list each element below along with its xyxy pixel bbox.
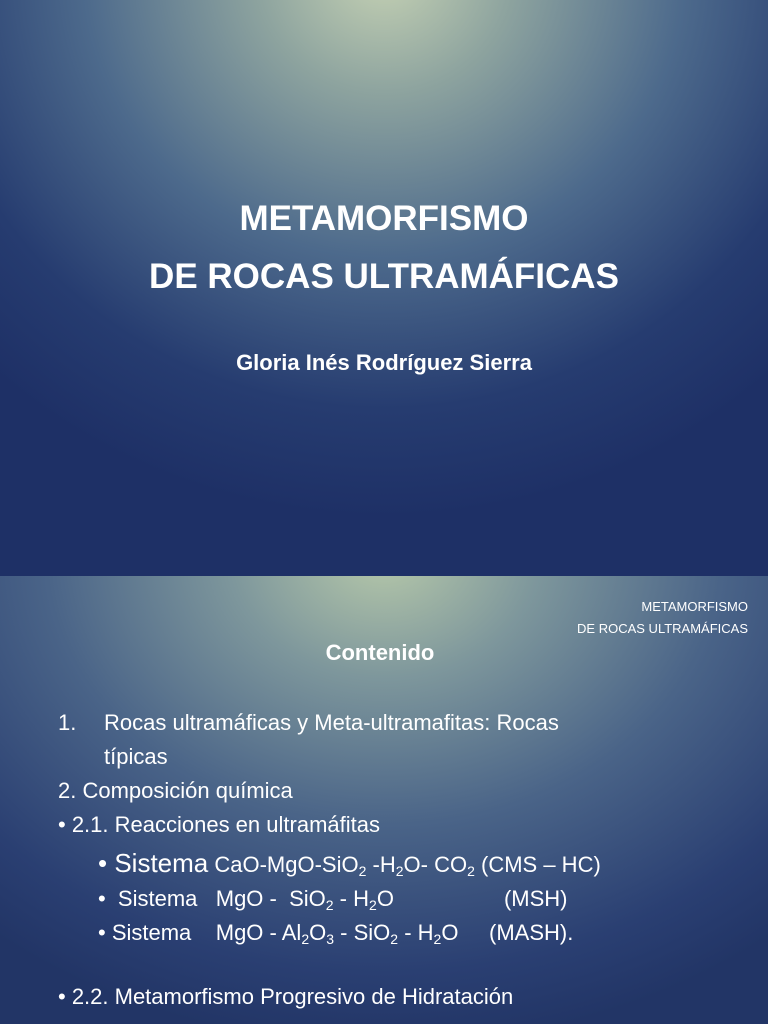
list-item-text: Rocas ultramáficas y Meta-ultramafitas: Rocas <box>104 710 559 735</box>
author-name: Gloria Inés Rodríguez Sierra <box>236 350 532 375</box>
system-mash: • Sistema MgO - $Al_2O_3 - SiO_2 - H_2O$ (MASH). <box>98 920 574 947</box>
slide-title <box>0 190 768 306</box>
header-line-2: DE ROCAS ULTRAMÁFICAS <box>577 621 748 636</box>
list-item-number: 1. <box>58 710 77 735</box>
system-msh: • Sistema MgO - $SiO_2 - H_2O$ (MSH) <box>98 886 568 913</box>
title-line-2: DE ROCAS ULTRAMÁFICAS <box>149 257 619 296</box>
list-item-1 <box>58 706 758 740</box>
slide-header <box>577 596 748 640</box>
list-item-2: 2. Composición química <box>58 778 293 803</box>
system-cms-hc: • Sistema CaO-MgO-SiO$_2$ $-H_2O-$ $CO_2$ (CMS – HC) <box>98 848 601 879</box>
title-line-1: METAMORFISMO <box>239 199 529 238</box>
contents-slide <box>0 576 768 1024</box>
contents-heading: Contenido <box>325 640 435 665</box>
contents-list <box>58 706 758 1014</box>
list-item-2-1: • 2.1. Reacciones en ultramáfitas <box>58 812 380 837</box>
system-bullet: • Sistema <box>98 920 192 945</box>
system-bullet: • Sistema <box>98 886 198 911</box>
list-item-1-continuation: típicas <box>104 744 168 769</box>
system-bullet: • Sistema <box>98 848 209 878</box>
header-line-1: METAMORFISMO <box>641 599 748 614</box>
list-item-2-2: • 2.2. Metamorfismo Progresivo de Hidratación <box>58 984 514 1009</box>
